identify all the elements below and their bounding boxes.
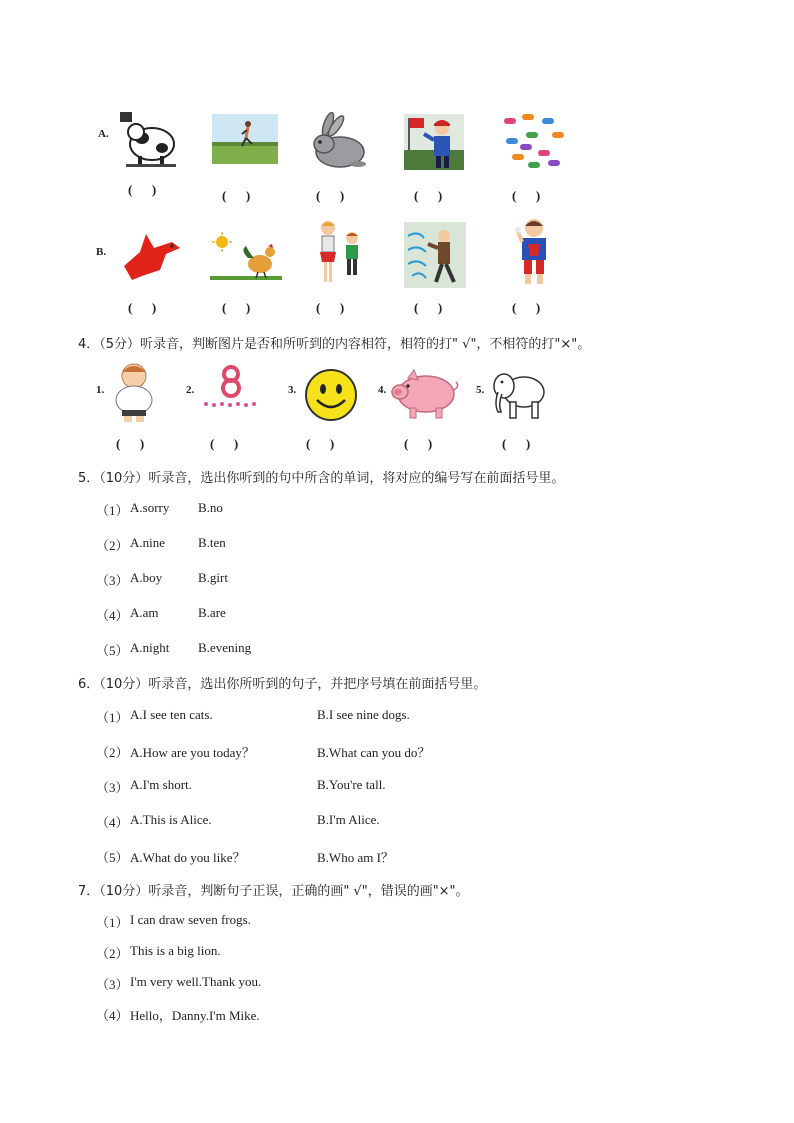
q6-num-4: （4） [96,815,129,830]
paren-a2: ( ) [222,188,251,203]
cow-icon [118,108,182,172]
q6-option-a-1: A.I see ten cats. [130,707,213,722]
q5-option-a-4: A.am [130,605,159,620]
q7-num-3: （3） [96,977,129,992]
q4-num-1: 1. [96,384,105,396]
bird-icon [120,230,182,284]
smiley-face-icon [304,368,358,422]
runner-icon [212,114,278,164]
q7-sentence-1: I can draw seven frogs. [130,912,251,927]
paren-a1: ( ) [128,182,157,197]
q6-option-b-3: B.You're tall. [317,777,386,792]
q7-sentence-3: I'm very well.Thank you. [130,974,262,989]
paren-b5: ( ) [512,300,541,315]
boy-eating-icon [510,216,558,288]
q4-paren-1: ( ) [116,436,145,451]
q6-num-3: （3） [96,780,129,795]
q6-num-1: （1） [96,710,129,725]
q4-num-3: 3. [288,384,297,396]
q5-title: 5．（10分）听录音，选出你听到的句中所含的单词，将对应的编号写在前面括号里。 [78,471,565,486]
number-eight-icon [202,364,260,410]
q7-num-2: （2） [96,946,129,961]
q6-title: 6．（10分）听录音，选出你所听到的句子，并把序号填在前面括号里。 [78,677,487,692]
q4-num-4: 4. [378,384,387,396]
elephant-icon [490,368,548,422]
two-kids-icon [314,218,366,288]
q6-option-a-5: A.What do you like？ [130,850,246,865]
q4-paren-3: ( ) [306,436,335,451]
rooster-sun-icon [210,232,282,284]
q5-num-3: （3） [96,573,129,588]
q5-option-b-5: B.evening [198,640,252,655]
pig-icon [388,368,460,420]
q4-paren-2: ( ) [210,436,239,451]
q5-option-a-3: A.boy [130,570,163,585]
paren-a3: ( ) [316,188,345,203]
rabbit-icon [306,112,370,176]
paren-b4: ( ) [414,300,443,315]
q7-sentence-4: Hello，Danny.I'm Mike. [130,1008,260,1023]
q5-option-a-2: A.nine [130,535,166,550]
q5-num-4: （4） [96,608,129,623]
row-a-label: A. [98,128,109,140]
paren-b3: ( ) [316,300,345,315]
q6-num-5: （5） [96,850,129,865]
q5-option-a-5: A.night [130,640,170,655]
q4-paren-5: ( ) [502,436,531,451]
boy-flag-icon [404,114,464,170]
paren-a5: ( ) [512,188,541,203]
q4-paren-4: ( ) [404,436,433,451]
q5-option-b-4: B.are [198,605,226,620]
paren-b2: ( ) [222,300,251,315]
q5-option-b-3: B.girt [198,570,228,585]
q7-num-1: （1） [96,915,129,930]
q5-num-5: （5） [96,643,129,658]
candies-icon [498,110,570,174]
q6-option-b-1: B.I see nine dogs. [317,707,410,722]
q4-num-2: 2. [186,384,195,396]
q6-option-b-2: B.What can you do？ [317,745,431,760]
q5-option-a-1: A.sorry [130,500,170,515]
q5-option-b-2: B.ten [198,535,226,550]
q5-option-b-1: B.no [198,500,223,515]
q6-option-a-2: A.How are you today？ [130,745,255,760]
q6-option-b-4: B.I'm Alice. [317,812,380,827]
q6-num-2: （2） [96,745,129,760]
row-b-label: B. [96,246,107,258]
man-wind-icon [404,222,466,288]
paren-a4: ( ) [414,188,443,203]
q7-num-4: （4） [96,1008,129,1023]
q5-num-1: （1） [96,503,129,518]
q5-num-2: （2） [96,538,129,553]
q6-option-a-3: A.I'm short. [130,777,192,792]
q4-title: 4．（5分）听录音，判断图片是否和所听到的内容相符，相符的打" √"，不相符的打"×"。 [78,337,591,352]
fat-boy-icon [112,362,156,424]
paren-b1: ( ) [128,300,157,315]
q7-sentence-2: This is a big lion. [130,943,221,958]
q7-title: 7．（10分）听录音，判断句子正误，正确的画" √"，错误的画"×"。 [78,884,469,899]
q4-num-5: 5. [476,384,485,396]
q6-option-a-4: A.This is Alice. [130,812,212,827]
q6-option-b-5: B.Who am I？ [317,850,394,865]
